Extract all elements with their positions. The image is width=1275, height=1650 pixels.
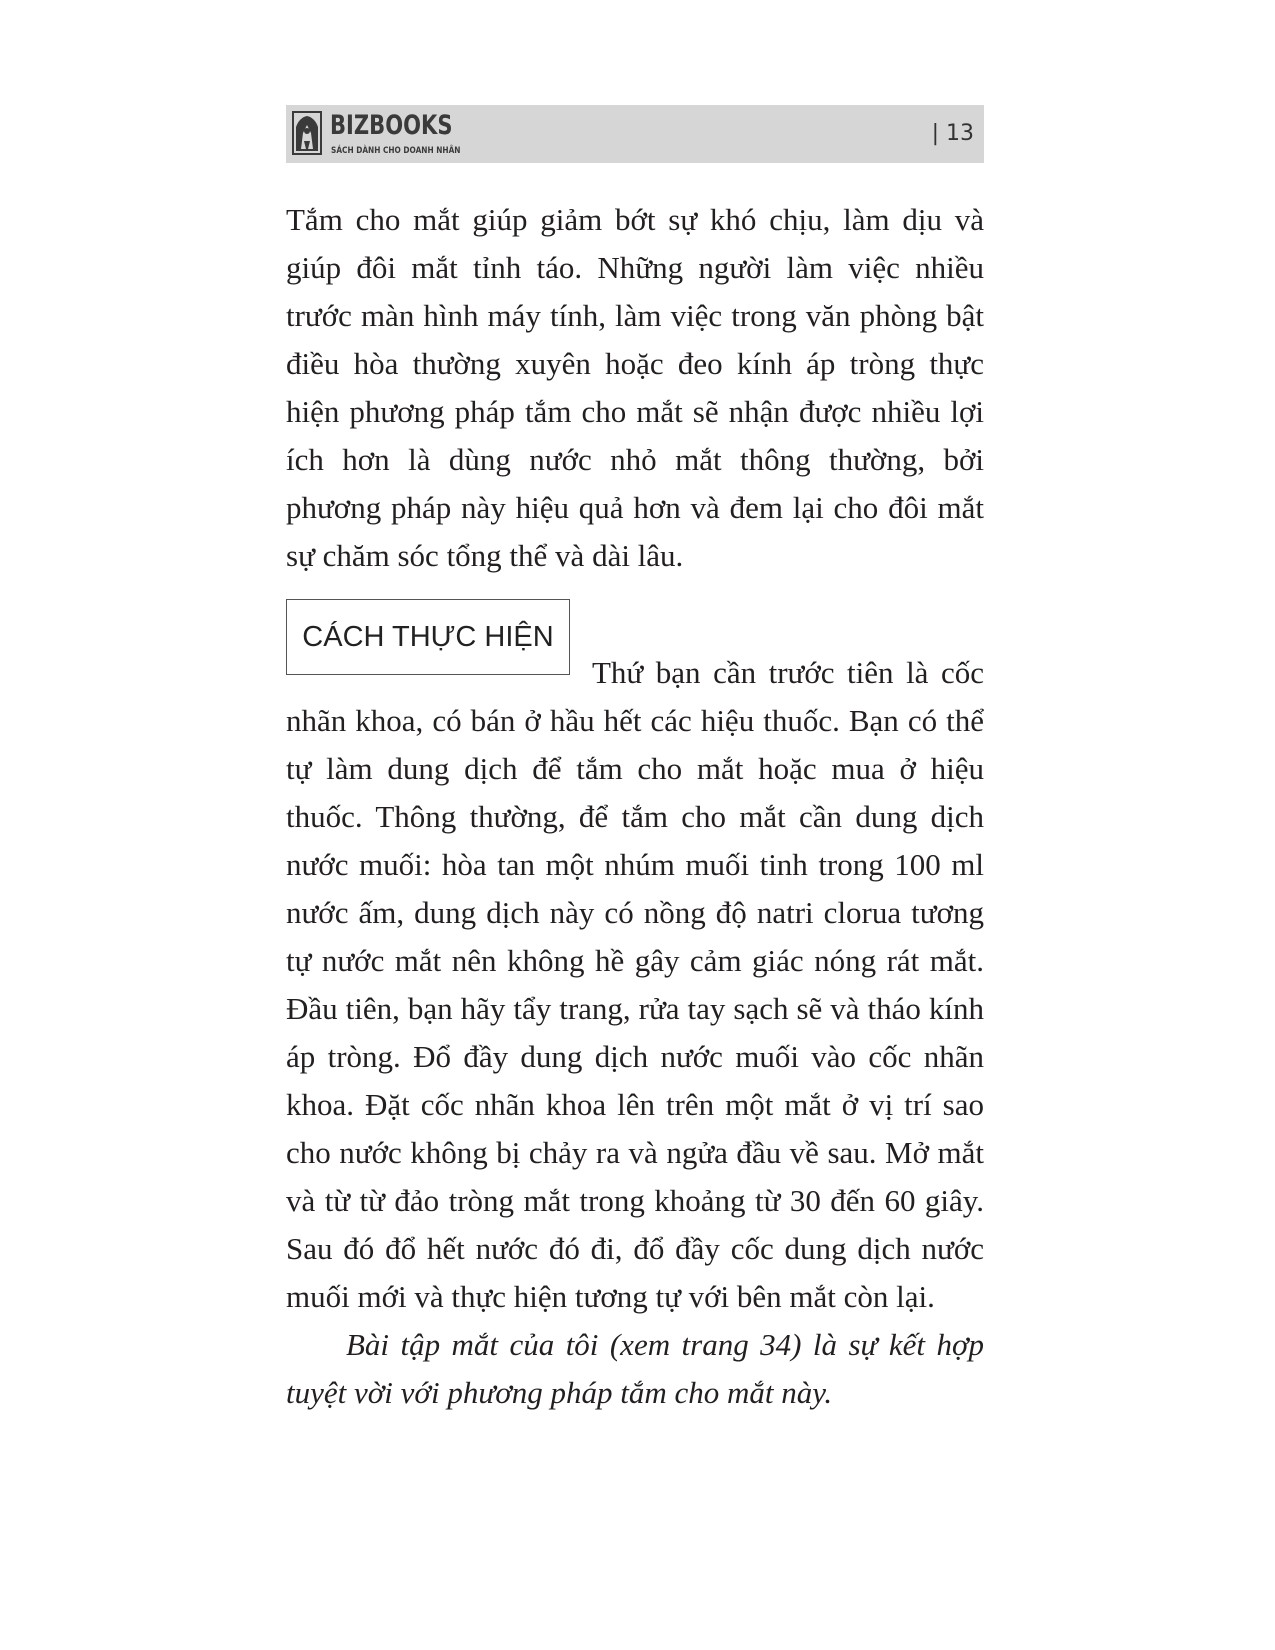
page-content — [286, 196, 984, 1417]
paragraph-intro: Tắm cho mắt giúp giảm bớt sự khó chịu, làm dịu và giúp đôi mắt tỉnh táo. Những người làm việc nhiều trước màn hình máy tính, làm việc trong văn phòng bật điều hòa thường xuyên hoặc đeo kính áp tròng thực hiện phương pháp tắm cho mắt sẽ nhận được nhiều lợi ích hơn là dùng nước nhỏ mắt thông thường, bởi phương pháp này hiệu quả hơn và đem lại cho đôi mắt sự chăm sóc tổng thể và dài lâu. — [286, 202, 984, 573]
bizbooks-logo-icon — [292, 111, 322, 155]
section-heading-box: CÁCH THỰC HIỆN — [286, 599, 570, 675]
brand-name: BIZBOOKS — [330, 110, 453, 141]
page-number: | 13 — [931, 121, 974, 146]
brand-tagline: SÁCH DÀNH CHO DOANH NHÂN — [331, 146, 461, 156]
section-how-to — [286, 599, 984, 1321]
paragraph-note: Bài tập mắt của tôi (xem trang 34) là sự kết hợp tuyệt vời với phương pháp tắm cho mắt này. — [286, 1327, 984, 1410]
paragraph-instructions: Thứ bạn cần trước tiên là cốc nhãn khoa, có bán ở hầu hết các hiệu thuốc. Bạn có thể tự làm dung dịch để tắm cho mắt hoặc mua ở hiệu thuốc. Thông thường, để tắm cho mắt cần dung dịch nước muối: hòa tan một nhúm muối tinh trong 100 ml nước ấm, dung dịch này có nồng độ natri clorua tương tự nước mắt nên không hề gây cảm giác nóng rát mắt. Đầu tiên, bạn hãy tẩy trang, rửa tay sạch sẽ và tháo kính áp tròng. Đổ đầy dung dịch nước muối vào cốc nhãn khoa. Đặt cốc nhãn khoa lên trên một mắt ở vị trí sao cho nước không bị chảy ra và ngửa đầu về sau. Mở mắt và từ từ đảo tròng mắt trong khoảng từ 30 đến 60 giây. Sau đó đổ hết nước đó đi, đổ đầy cốc dung dịch nước muối mới và thực hiện tương tự với bên mắt còn lại. — [286, 655, 984, 1314]
page-header — [286, 105, 984, 163]
